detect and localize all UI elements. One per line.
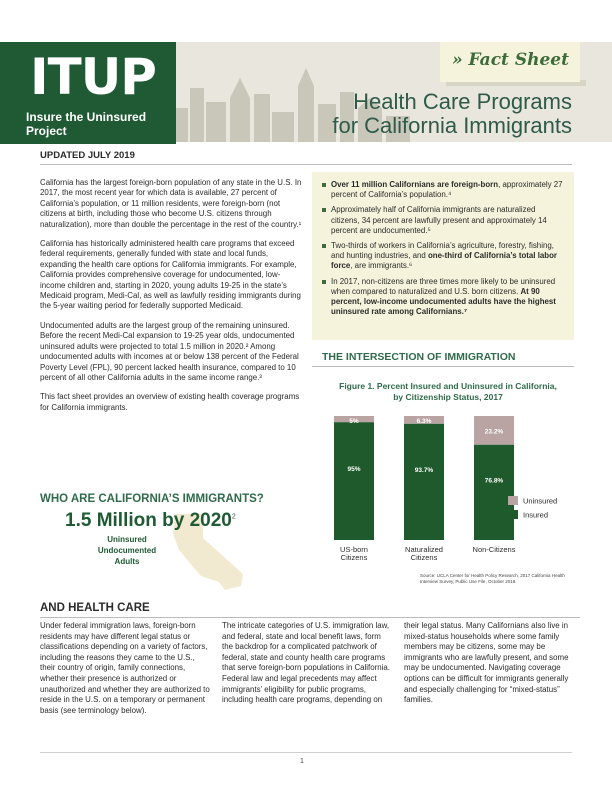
fact-bullet xyxy=(322,277,566,318)
section-heading-who: WHO ARE CALIFORNIA’S IMMIGRANTS? xyxy=(40,493,264,505)
section-heading-and-health-care: AND HEALTH CARE xyxy=(40,602,150,614)
fact-text: , approximately 27 percent of California’s population.⁴ xyxy=(331,180,563,200)
data-label-uninsured: 6.3% xyxy=(416,418,432,425)
fact-text: Two-thirds of workers in California’s agriculture, forestry, fishing, and hunting industries, and xyxy=(331,241,554,261)
stat-value: 1.5 Million by 2020 xyxy=(65,510,232,531)
stat-caption xyxy=(82,534,172,567)
fact-bold: At 90 percent, low-income undocumented adults have the highest uninsured rate among Californians.⁷ xyxy=(331,286,556,317)
data-label-uninsured: 5% xyxy=(349,418,359,425)
title-line-2: for California Immigrants xyxy=(332,113,572,138)
footer-divider xyxy=(40,752,572,753)
legend-swatch-insured xyxy=(508,510,518,519)
divider xyxy=(40,617,580,618)
category-label: Naturalized xyxy=(405,545,443,554)
body-column-2: The intricate categories of U.S. immigration law, and federal, state and local benefit laws, form the backdrop for a complicated patchwork of federal, state and county health care programs that serve foreign-born populations in California. Federal law and legal precedents may affect immigrants’ eligibility for public programs, including health care programs, depending on xyxy=(222,621,390,705)
insured-uninsured-chart xyxy=(330,406,570,596)
figure-title-line-1: Figure 1. Percent Insured and Uninsured in California, xyxy=(339,381,557,391)
fact-bullet xyxy=(322,241,566,272)
legend-label-uninsured: Uninsured xyxy=(523,496,558,506)
divider xyxy=(312,366,574,367)
divider xyxy=(40,164,572,165)
bar-insured xyxy=(474,445,514,540)
figure-title-line-2: by Citizenship Status, 2017 xyxy=(393,392,503,402)
data-label-insured: 95% xyxy=(347,466,361,474)
category-label: Citizens xyxy=(410,553,438,562)
fact-text: Approximately half of California immigrants are naturalized citizens, 34 percent are lawfully present and approximately 14 percent are undocumented.⁵ xyxy=(331,205,547,235)
bar-insured xyxy=(334,422,374,540)
body-column-1: Under federal immigration laws, foreign-born residents may have different legal status or classifications depending on a variety of factors, including the reasons they came to the U.S., their country of origin, family connections, whether their presence is authorized or unauthorized and whether they are authorized to reside in the U.S. on a temporary or permanent basis (see terminology below). xyxy=(40,621,210,715)
data-label-insured: 76.8% xyxy=(484,477,504,485)
intro-paragraph-1: California has the largest foreign-born population of any state in the U.S. In 2017, the most recent year for which data is available, 27 percent of California’s population, or 11 million residents, were foreign-born (not citizens at birth, including those who become U.S. citizens through naturalization), more than double the percentage in the rest of the country.¹ xyxy=(40,178,302,229)
stat-caption-line-2: Undocumented xyxy=(97,546,157,555)
fact-bullet xyxy=(322,205,566,236)
category-label: US-born xyxy=(340,545,368,554)
body-column-3: their legal status. Many Californians also live in mixed-status households where some family members may be citizens, some may be immigrants who are lawfully present, and some may be undocumented. Navigating coverage options can be difficult for immigrants generally and especially challenging for “mixed-status” families. xyxy=(404,621,569,705)
logo-wordmark: ITUP xyxy=(30,48,156,106)
fact-text: , are immigrants.⁶ xyxy=(350,261,413,271)
uninsured-stat xyxy=(65,510,236,532)
title-line-1: Health Care Programs xyxy=(353,89,572,114)
chart-source: Source: UCLA Center for Health Policy Research, 2017 California Health Interview Survey, Public Use File, October 2018. xyxy=(420,573,565,584)
category-label: Citizens xyxy=(340,553,368,562)
intro-paragraph-4: This fact sheet provides an overview of existing health coverage programs for California immigrants. xyxy=(40,392,300,412)
fact-bullet xyxy=(322,180,566,200)
fact-bold: Over 11 million Californians are foreign-born xyxy=(331,180,499,189)
bar-insured xyxy=(404,424,444,540)
category-label: Non-Citizens xyxy=(472,545,516,554)
intro-paragraph-3: Undocumented adults are the largest group of the remaining uninsured. Before the recent Medi-Cal expansion to 19-25 year olds, undocumented uninsured adults were projected to total 1.5 million in 2020.² Among undocumented adults with incomes at or below 138 percent of the Federal Poverty Level (FPL), 90 percent lacked health insurance, compared to 10 percent of all other California adults in the same income range.³ xyxy=(40,320,299,382)
page-title xyxy=(332,90,572,138)
updated-date: UPDATED JULY 2019 xyxy=(40,150,135,161)
stat-caption-line-3: Adults xyxy=(114,557,140,566)
intro-column xyxy=(40,178,302,422)
stat-caption-line-1: Uninsured xyxy=(107,535,147,544)
key-facts-box xyxy=(312,172,574,340)
data-label-insured: 93.7% xyxy=(414,466,434,474)
legend-swatch-uninsured xyxy=(508,496,518,505)
intro-paragraph-2: California has historically administered health care programs that exceed federal requirements, generally funded with state and local funds, expanding the health care options for California immigrants. For example, California provides comprehensive coverage for undocumented, low-income children and, starting in 2020, young adults 19-25 in the state’s Medicaid program, Medi-Cal, as well as lawfully residing immigrants during the 5-year waiting period for federally supported Medicaid. xyxy=(40,239,301,311)
page-header xyxy=(0,0,612,148)
section-heading-intersection: THE INTERSECTION OF IMMIGRATION xyxy=(322,351,516,363)
itup-logo xyxy=(0,42,176,144)
logo-tagline: Insure the Uninsured Project xyxy=(26,110,147,138)
fact-sheet-label: » Fact Sheet xyxy=(452,50,569,70)
figure-title xyxy=(322,381,574,403)
stat-footnote: 2 xyxy=(231,513,236,521)
data-label-uninsured: 23.2% xyxy=(484,428,504,436)
page-number: 1 xyxy=(300,758,304,765)
fact-text: In 2017, non-citizens are three times more likely to be uninsured when compared to naturalized and U.S. born citizens. xyxy=(331,276,556,296)
legend-label-insured: Insured xyxy=(523,510,549,520)
fact-bold: one-third of California’s total labor force xyxy=(331,251,557,271)
